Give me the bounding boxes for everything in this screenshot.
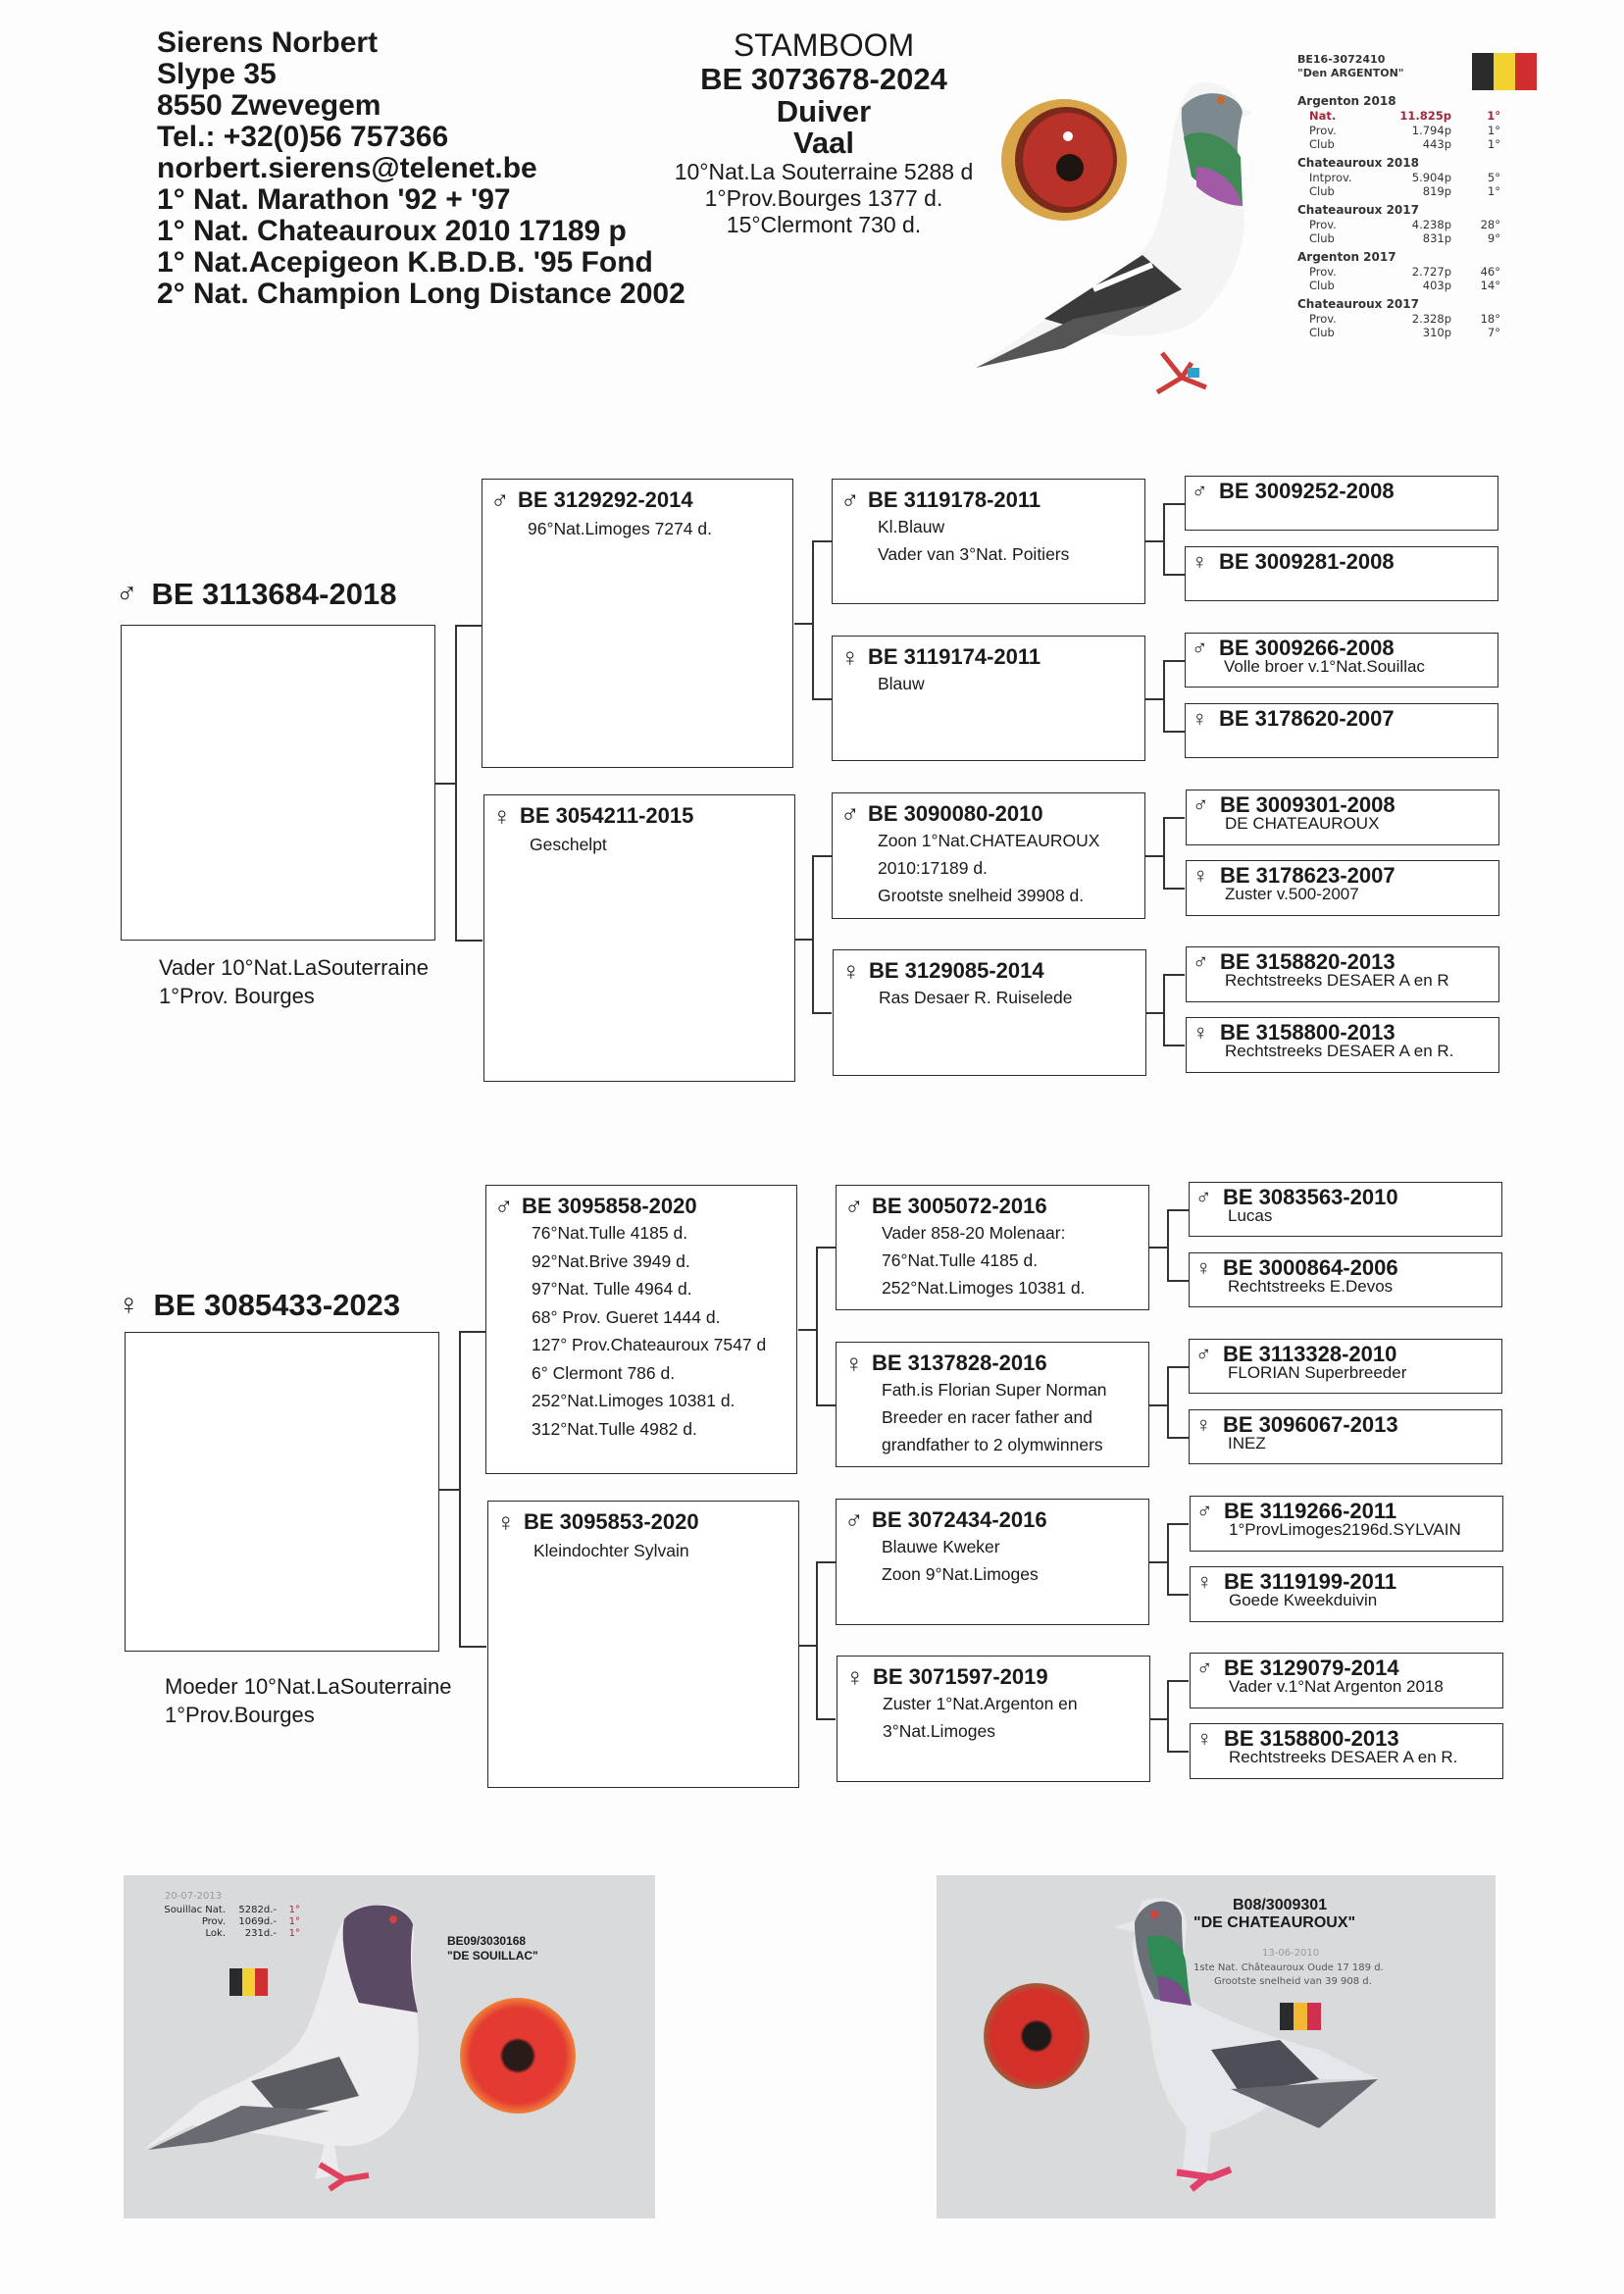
pedigree-note: Kleindochter Sylvain <box>533 1541 689 1560</box>
connector-line <box>459 1646 486 1648</box>
achievement: 2° Nat. Champion Long Distance 2002 <box>157 278 685 310</box>
result-row <box>1297 312 1552 327</box>
pedigree-note: Grootste snelheid 39908 d. <box>878 886 1085 905</box>
pedigree-note: Breeder en racer father and <box>882 1407 1092 1427</box>
connector-line <box>1163 974 1185 976</box>
ring-number: BE 3158800-2013 <box>1224 1726 1399 1751</box>
dam-mmf-box <box>1190 1653 1503 1708</box>
result-level: Club <box>1309 231 1335 245</box>
ring-number: BE 3083563-2010 <box>1223 1185 1398 1209</box>
pedigree-note: Rechtstreeks E.Devos <box>1228 1277 1394 1296</box>
male-symbol-icon: ♂ <box>1192 636 1208 660</box>
dam-fmf-box <box>1189 1339 1502 1394</box>
ring-number: BE 3178623-2007 <box>1220 863 1396 888</box>
pigeon-image <box>1084 1883 1397 2207</box>
sire-label <box>116 577 396 612</box>
connector-line <box>1145 855 1163 857</box>
subject-color: Vaal <box>792 126 855 160</box>
dam-mff-box <box>1190 1496 1503 1552</box>
pedigree-note: 127° Prov.Chateauroux 7547 d <box>532 1335 767 1354</box>
ring-number: BE 3119178-2011 <box>868 487 1041 512</box>
ring-number: BE 3095853-2020 <box>524 1509 699 1534</box>
connector-line <box>1163 1045 1185 1046</box>
pedigree-note: 312°Nat.Tulle 4982 d. <box>532 1418 697 1439</box>
featured-results-card <box>1297 53 1552 340</box>
result-place: 9° <box>1487 231 1500 245</box>
female-symbol-icon: ♀ <box>1195 1412 1212 1437</box>
ring-number: BE 3090080-2010 <box>868 801 1043 826</box>
connector-line <box>1167 1594 1189 1596</box>
male-symbol-icon: ♂ <box>116 578 138 610</box>
achievement: 1° Nat. Marathon '92 + '97 <box>157 183 511 216</box>
connector-line <box>1149 1247 1167 1249</box>
result-label: Souillac Nat. <box>164 1905 226 1915</box>
result-level: Club <box>1309 184 1335 198</box>
connector-line <box>1163 503 1165 574</box>
pedigree-note: Blauw <box>878 674 925 693</box>
pedigree-note: Lucas <box>1228 1206 1273 1225</box>
sire-ffm-box <box>1185 546 1498 601</box>
result-row <box>1297 171 1552 185</box>
result-label: Lok. <box>205 1928 226 1939</box>
result-row <box>1297 326 1552 340</box>
result-row <box>1297 109 1552 124</box>
pedigree-note: Zoon 1°Nat.CHATEAUROUX <box>878 831 1100 850</box>
result-place: 1° <box>1487 109 1500 123</box>
sire-fmf-box <box>1185 633 1498 688</box>
connector-line <box>1149 1561 1167 1563</box>
female-symbol-icon: ♀ <box>844 1349 864 1378</box>
male-symbol-icon: ♂ <box>840 799 860 829</box>
pedigree-note: Vader v.1°Nat Argenton 2018 <box>1229 1677 1444 1696</box>
dam-mother-box <box>487 1501 799 1788</box>
connector-line <box>1163 974 1165 1045</box>
result-place: 1° <box>288 1905 300 1915</box>
dam-fm-box <box>836 1342 1149 1467</box>
male-symbol-icon: ♂ <box>1195 1185 1212 1209</box>
result-place: 1° <box>1487 137 1500 151</box>
sire-father-box <box>482 479 793 768</box>
connector-line <box>1167 1209 1189 1211</box>
photo-card-souillac <box>124 1875 655 2218</box>
result-birds: 403p <box>1422 279 1451 292</box>
sire-mm-box <box>833 949 1146 1076</box>
connector-line <box>1163 574 1185 576</box>
eye-image <box>460 1998 576 2114</box>
subject-result: 15°Clermont 730 d. <box>726 212 922 237</box>
result-row <box>1297 137 1552 152</box>
connector-line <box>439 1489 459 1491</box>
connector-line <box>798 1329 816 1331</box>
result-birds: 11.825p <box>1399 109 1451 123</box>
female-symbol-icon: ♀ <box>1192 549 1208 574</box>
result-place: 1° <box>288 1928 300 1939</box>
photo-card-chateauroux <box>937 1875 1496 2218</box>
result-level: Intprov. <box>1309 170 1352 184</box>
female-symbol-icon: ♀ <box>841 956 861 986</box>
pedigree-note: 6° Clermont 786 d. <box>532 1362 676 1383</box>
pedigree-note: 2010:17189 d. <box>878 858 988 878</box>
dam-label <box>118 1288 400 1323</box>
connector-line <box>459 1331 486 1333</box>
connector-line <box>812 855 814 1012</box>
sire-photo-placeholder <box>121 625 435 941</box>
ring-number: BE 3096067-2013 <box>1223 1412 1398 1437</box>
caption-line: Moeder 10°Nat.LaSouterraine <box>165 1674 452 1699</box>
connector-line <box>816 1404 836 1406</box>
sire-mf-box <box>832 792 1145 919</box>
result-birds: 5.904p <box>1411 170 1451 184</box>
ring-number: BE 3158820-2013 <box>1220 949 1396 974</box>
pedigree-note: Blauwe Kweker <box>882 1537 1000 1556</box>
breeder-city: 8550 Zwevegem <box>157 89 381 122</box>
ring-number: BE 3009301-2008 <box>1220 792 1396 817</box>
pedigree-note: 1°ProvLimoges2196d.SYLVAIN <box>1229 1520 1461 1539</box>
result-level: Club <box>1309 137 1335 151</box>
male-symbol-icon: ♂ <box>1195 1342 1212 1366</box>
subject-result: 10°Nat.La Souterraine 5288 d <box>674 159 974 184</box>
female-symbol-icon: ♀ <box>845 1662 865 1692</box>
pedigree-note: Vader 858-20 Molenaar: <box>882 1223 1066 1243</box>
dam-father-box <box>485 1185 797 1474</box>
male-symbol-icon: ♂ <box>1192 479 1208 503</box>
card-date: 13-06-2010 <box>1262 1948 1320 1959</box>
pedigree-note: FLORIAN Superbreeder <box>1228 1363 1407 1382</box>
subject-result: 1°Prov.Bourges 1377 d. <box>704 185 943 211</box>
connector-line <box>1163 817 1165 888</box>
female-symbol-icon: ♀ <box>1196 1569 1213 1594</box>
result-row <box>1297 184 1552 199</box>
ring-number: BE 3129292-2014 <box>518 487 693 512</box>
female-symbol-icon: ♀ <box>1196 1726 1213 1751</box>
pedigree-note: DE CHATEAUROUX <box>1225 814 1380 833</box>
male-symbol-icon: ♂ <box>1193 949 1209 974</box>
male-symbol-icon: ♂ <box>490 485 510 515</box>
featured-pigeon-image <box>956 69 1270 407</box>
male-symbol-icon: ♂ <box>1196 1656 1213 1680</box>
dam-mmm-box <box>1190 1723 1503 1779</box>
sire-mff-box <box>1186 790 1499 845</box>
pedigree-note: grandfather to 2 olymwinners <box>882 1435 1103 1454</box>
sire-mfm-box <box>1186 860 1499 916</box>
result-level: Nat. <box>1309 109 1337 123</box>
pigeon-image <box>133 1885 428 2209</box>
pedigree-note: 252°Nat.Limoges 10381 d. <box>532 1391 736 1410</box>
pedigree-note: Rechtstreeks DESAER A en R <box>1225 971 1449 990</box>
page-title: STAMBOOM <box>733 27 915 63</box>
card-name: "DE CHATEAUROUX" <box>1193 1914 1356 1931</box>
result-place: 14° <box>1480 279 1500 292</box>
featured-races <box>1297 94 1552 340</box>
connector-line <box>816 1561 836 1563</box>
race-heading: Argenton 2018 <box>1297 94 1396 108</box>
ring-number: BE 3113328-2010 <box>1223 1342 1397 1366</box>
pedigree-note: Ras Desaer R. Ruiselede <box>879 988 1073 1007</box>
pedigree-note: Volle broer v.1°Nat.Souillac <box>1224 657 1425 676</box>
connector-line <box>816 1247 818 1404</box>
connector-line <box>1167 1366 1189 1368</box>
ring-number: BE 3129079-2014 <box>1224 1656 1399 1680</box>
card-line: 1ste Nat. Châteauroux Oude 17 189 d. <box>1193 1963 1384 1973</box>
connector-line <box>455 625 482 627</box>
female-symbol-icon: ♀ <box>496 1507 516 1537</box>
race-heading: Chateauroux 2018 <box>1297 155 1419 170</box>
dam-fff-box <box>1189 1182 1502 1237</box>
connector-line <box>455 940 482 942</box>
result-birds: 443p <box>1422 137 1451 151</box>
card-date: 20-07-2013 <box>165 1891 223 1902</box>
breeder-phone: Tel.: +32(0)56 757366 <box>157 121 449 153</box>
male-symbol-icon: ♂ <box>1193 792 1209 817</box>
card-name: "DE SOUILLAC" <box>447 1949 538 1963</box>
connector-line <box>1167 1280 1189 1282</box>
male-symbol-icon: ♂ <box>1196 1499 1213 1523</box>
pedigree-note: 92°Nat.Brive 3949 d. <box>532 1250 690 1271</box>
connector-line <box>1167 1523 1189 1525</box>
pedigree-note: 76°Nat.Tulle 4185 d. <box>882 1250 1039 1270</box>
breeder-info <box>157 27 685 310</box>
connector-line <box>1145 1012 1163 1014</box>
pedigree-note: Rechtstreeks DESAER A en R. <box>1225 1042 1454 1060</box>
connector-line <box>435 783 455 785</box>
subject-info <box>637 27 1010 238</box>
connector-line <box>1163 660 1185 662</box>
pedigree-note: 252°Nat.Limoges 10381 d. <box>882 1278 1086 1298</box>
connector-line <box>1163 888 1185 890</box>
connector-line <box>1149 1404 1167 1406</box>
race-heading: Chateauroux 2017 <box>1297 296 1419 311</box>
pedigree-note: Zuster 1°Nat.Argenton en <box>883 1694 1078 1713</box>
result-level: Prov. <box>1309 217 1337 231</box>
sire-mmf-box <box>1186 946 1499 1002</box>
result-level: Club <box>1309 326 1335 339</box>
ring-number: BE 3178620-2007 <box>1219 706 1395 731</box>
connector-line <box>1163 503 1185 505</box>
female-symbol-icon: ♀ <box>118 1289 140 1321</box>
result-dist: 231d.- <box>244 1928 277 1939</box>
featured-ring: BE16-3072410 <box>1297 53 1386 66</box>
result-place: 28° <box>1480 217 1500 231</box>
ring-number: BE 3119199-2011 <box>1224 1569 1397 1594</box>
result-birds: 310p <box>1422 326 1451 339</box>
result-level: Prov. <box>1309 311 1337 326</box>
result-place: 46° <box>1480 264 1500 279</box>
ring-number: BE 3071597-2019 <box>873 1664 1048 1689</box>
connector-line <box>798 1645 816 1647</box>
sire-fff-box <box>1185 476 1498 531</box>
result-birds: 2.328p <box>1411 311 1451 326</box>
connector-line <box>794 623 812 625</box>
ring-number: BE 3000864-2006 <box>1223 1255 1398 1280</box>
achievement: 1° Nat. Chateauroux 2010 17189 p <box>157 215 627 247</box>
pedigree-note: 76°Nat.Tulle 4185 d. <box>532 1223 688 1243</box>
ring-number: BE 3137828-2016 <box>872 1351 1047 1375</box>
result-birds: 1.794p <box>1411 123 1451 137</box>
female-symbol-icon: ♀ <box>1193 863 1209 888</box>
connector-line <box>794 939 812 941</box>
connector-line <box>459 1331 461 1647</box>
belgian-flag-icon <box>1472 53 1537 90</box>
result-label: Prov. <box>201 1916 226 1927</box>
female-symbol-icon: ♀ <box>1192 706 1208 731</box>
race-heading: Chateauroux 2017 <box>1297 202 1419 217</box>
connector-line <box>1163 731 1185 733</box>
result-row <box>1297 265 1552 280</box>
result-place: 1° <box>1487 123 1500 137</box>
ring-number: BE 3119174-2011 <box>868 644 1041 669</box>
breeder-email[interactable]: norbert.sierens@telenet.be <box>157 152 537 184</box>
pedigree-note: 3°Nat.Limoges <box>883 1721 995 1741</box>
sire-mmm-box <box>1186 1017 1499 1073</box>
ring-number: BE 3129085-2014 <box>869 958 1044 983</box>
subject-sex: Duiver <box>776 94 872 128</box>
female-symbol-icon: ♀ <box>840 642 860 672</box>
male-symbol-icon: ♂ <box>844 1505 864 1535</box>
connector-line <box>1167 1437 1189 1439</box>
connector-line <box>816 1561 818 1718</box>
pedigree-note: Geschelpt <box>530 835 607 854</box>
card-ring: B08/3009301 <box>1233 1897 1328 1913</box>
dam-caption <box>165 1672 452 1729</box>
male-symbol-icon: ♂ <box>844 1192 864 1221</box>
sire-fmm-box <box>1185 703 1498 758</box>
result-row <box>1297 231 1552 246</box>
result-level: Club <box>1309 279 1335 292</box>
featured-name: "Den ARGENTON" <box>1297 67 1404 79</box>
connector-line <box>816 1247 836 1249</box>
pedigree-note: Zuster v.500-2007 <box>1225 885 1359 903</box>
pedigree-note: INEZ <box>1228 1434 1266 1453</box>
ring-number: BE 3072434-2016 <box>872 1507 1047 1532</box>
pedigree-note: Goede Kweekduivin <box>1229 1591 1378 1609</box>
connector-line <box>812 1012 832 1014</box>
connector-line <box>1145 698 1163 700</box>
dam-ring: BE 3085433-2023 <box>153 1288 401 1322</box>
dam-mfm-box <box>1190 1566 1503 1622</box>
pedigree-note: Fath.is Florian Super Norman <box>882 1380 1107 1400</box>
result-place: 1° <box>1487 184 1500 198</box>
connector-line <box>1149 1718 1167 1720</box>
ring-number: BE 3009266-2008 <box>1219 636 1395 660</box>
result-row <box>1297 218 1552 232</box>
ring-number: BE 3054211-2015 <box>520 803 694 828</box>
connector-line <box>816 1718 836 1720</box>
eye-image <box>984 1983 1090 2089</box>
connector-line <box>1167 1680 1169 1751</box>
female-symbol-icon: ♀ <box>492 801 512 831</box>
connector-line <box>812 540 814 698</box>
connector-line <box>1167 1523 1169 1594</box>
result-place: 5° <box>1487 170 1500 184</box>
result-place: 18° <box>1480 311 1500 326</box>
result-place: 1° <box>288 1916 300 1927</box>
result-level: Prov. <box>1309 264 1337 279</box>
ring-number: BE 3005072-2016 <box>872 1194 1047 1218</box>
pedigree-note: Kl.Blauw <box>878 517 945 536</box>
connector-line <box>1145 540 1163 542</box>
connector-line <box>812 698 832 700</box>
pedigree-note: Rechtstreeks DESAER A en R. <box>1229 1748 1458 1766</box>
result-birds: 4.238p <box>1411 217 1451 231</box>
dam-ffm-box <box>1189 1252 1502 1307</box>
result-place: 7° <box>1487 326 1500 339</box>
male-symbol-icon: ♂ <box>494 1192 514 1221</box>
result-row <box>1297 279 1552 293</box>
pedigree-note: 68° Prov. Gueret 1444 d. <box>532 1306 721 1327</box>
connector-line <box>1167 1366 1169 1437</box>
breeder-name: Sierens Norbert <box>157 26 379 59</box>
pedigree-note: Vader van 3°Nat. Poitiers <box>878 544 1070 564</box>
result-dist: 1069d.- <box>238 1916 277 1927</box>
dam-fmm-box <box>1189 1409 1502 1464</box>
dam-mm-box <box>837 1656 1150 1782</box>
ring-number: BE 3009252-2008 <box>1219 479 1395 503</box>
sire-mother-box <box>483 794 795 1082</box>
pedigree-note: Zoon 9°Nat.Limoges <box>882 1564 1039 1584</box>
female-symbol-icon: ♀ <box>1193 1020 1209 1045</box>
connector-line <box>455 625 457 941</box>
pedigree-note: 96°Nat.Limoges 7274 d. <box>528 519 712 538</box>
female-symbol-icon: ♀ <box>1195 1255 1212 1280</box>
sire-ring: BE 3113684-2018 <box>151 577 397 611</box>
caption-line: 1°Prov.Bourges <box>165 1703 315 1727</box>
dam-photo-placeholder <box>125 1332 439 1652</box>
connector-line <box>812 855 832 857</box>
ring-number: BE 3158800-2013 <box>1220 1020 1396 1045</box>
result-row <box>1297 124 1552 138</box>
result-level: Prov. <box>1309 123 1337 137</box>
card-ring: BE09/3030168 <box>447 1934 527 1948</box>
ring-number: BE 3119266-2011 <box>1224 1499 1397 1523</box>
male-symbol-icon: ♂ <box>840 485 860 515</box>
race-heading: Argenton 2017 <box>1297 249 1396 264</box>
connector-line <box>1167 1680 1189 1682</box>
pedigree-note: 97°Nat. Tulle 4964 d. <box>532 1279 692 1299</box>
result-birds: 831p <box>1422 231 1451 245</box>
result-birds: 2.727p <box>1411 264 1451 279</box>
connector-line <box>1163 660 1165 731</box>
connector-line <box>1167 1209 1169 1280</box>
connector-line <box>812 540 832 542</box>
caption-line: Vader 10°Nat.LaSouterraine <box>159 955 430 980</box>
sire-ff-box <box>832 479 1145 604</box>
connector-line <box>1167 1751 1189 1753</box>
ring-number: BE 3009281-2008 <box>1219 549 1395 574</box>
ring-number: BE 3095858-2020 <box>522 1194 697 1218</box>
breeder-street: Slype 35 <box>157 58 277 90</box>
achievement: 1° Nat.Acepigeon K.B.D.B. '95 Fond <box>157 246 653 279</box>
sire-fm-box <box>832 636 1145 761</box>
dam-mf-box <box>836 1499 1149 1625</box>
subject-ring: BE 3073678-2024 <box>700 62 947 96</box>
dam-ff-box <box>836 1185 1149 1310</box>
sire-caption <box>159 953 429 1010</box>
connector-line <box>1163 817 1185 819</box>
result-dist: 5282d.- <box>238 1905 277 1915</box>
card-line: Grootste snelheid van 39 908 d. <box>1214 1976 1372 1987</box>
caption-line: 1°Prov. Bourges <box>159 984 315 1008</box>
result-birds: 819p <box>1422 184 1451 198</box>
